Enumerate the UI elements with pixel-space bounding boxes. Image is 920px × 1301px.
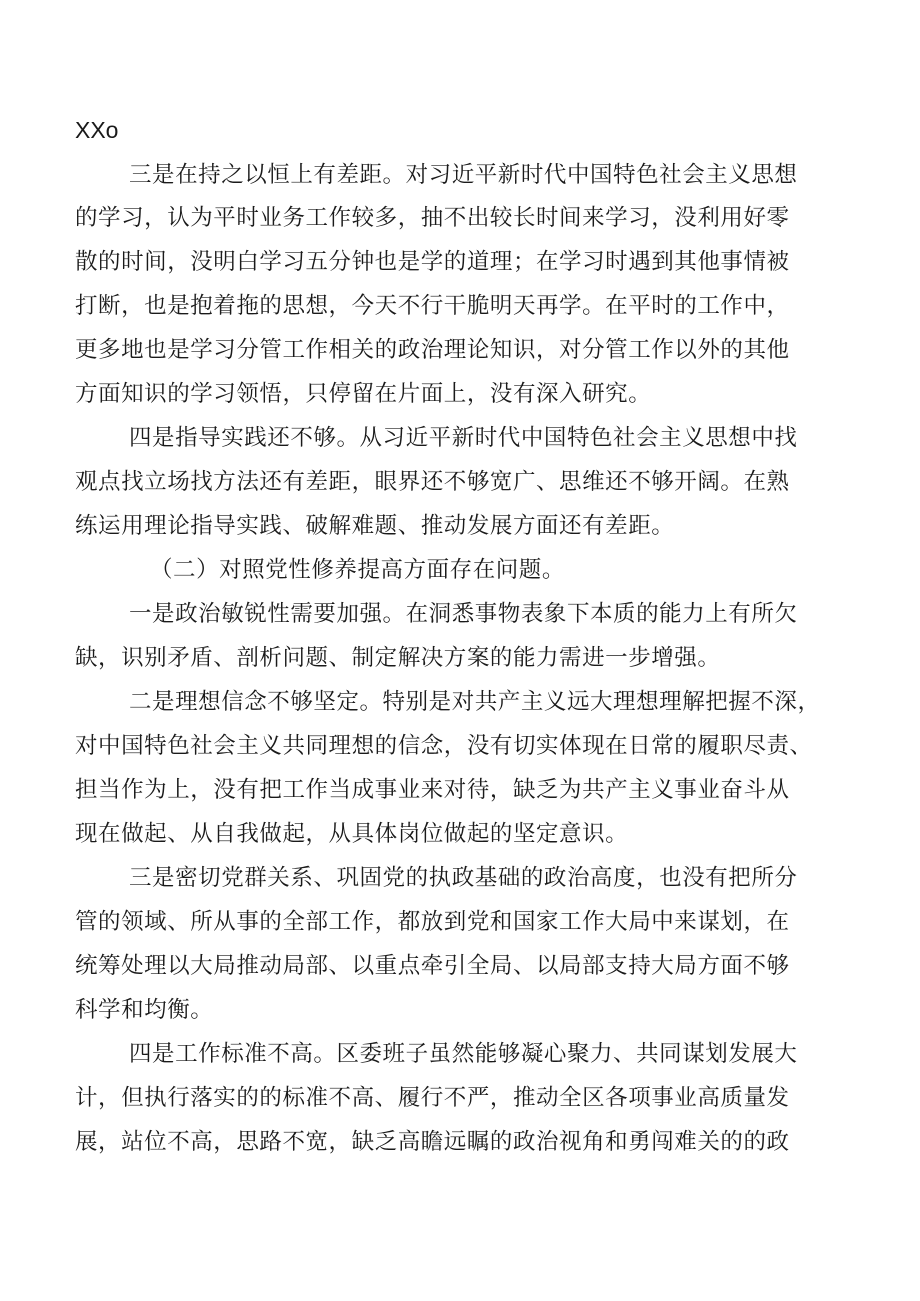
paragraph-1-line-4: 打断，也是抱着拖的思想，今天不行干脆明天再学。在平时的工作中，: [75, 293, 790, 319]
paragraph-1-line-5: 更多地也是学习分管工作相关的政治理论知识，对分管工作以外的其他: [75, 337, 790, 363]
paragraph-4-line-4: 现在做起、从自我做起，从具体岗位做起的坚定意识。: [75, 821, 629, 847]
paragraph-5-line-1: 三是密切党群关系、巩固党的执政基础的政治高度，也没有把所分: [129, 865, 798, 891]
paragraph-6-line-3: 展，站位不高，思路不宽，缺乏高瞻远瞩的政治视角和勇闯难关的的政: [75, 1129, 790, 1155]
paragraph-5-line-3: 统筹处理以大局推动局部、以重点牵引全局、以局部支持大局方面不够: [75, 953, 790, 979]
paragraph-1-line-2: 的学习，认为平时业务工作较多，抽不出较长时间来学习，没利用好零: [75, 205, 790, 231]
paragraph-4-line-2: 对中国特色社会主义共同理想的信念，没有切实体现在日常的履职尽责、: [75, 733, 813, 759]
paragraph-4-line-3: 担当作为上，没有把工作当成事业来对待，缺乏为共产主义事业奋斗从: [75, 777, 790, 803]
paragraph-3-line-2: 缺，识别矛盾、剖析问题、制定解决方案的能力需进一步增强。: [75, 645, 721, 671]
paragraph-2-line-1: 四是指导实践还不够。从习近平新时代中国特色社会主义思想中找: [129, 425, 798, 451]
paragraph-2-line-2: 观点找立场找方法还有差距，眼界还不够宽广、思维还不够开阔。在熟: [75, 469, 790, 495]
paragraph-5-line-4: 科学和均衡。: [75, 997, 214, 1023]
paragraph-4-line-1: 二是理想信念不够坚定。特别是对共产主义远大理想理解把握不深，: [129, 689, 821, 715]
paragraph-3-line-1: 一是政治敏锐性需要加强。在洞悉事物表象下本质的能力上有所欠: [129, 601, 798, 627]
paragraph-6-line-2: 计，但执行落实的的标准不高、履行不严，推动全区各项事业高质量发: [75, 1085, 790, 1111]
paragraph-1-line-6: 方面知识的学习领悟，只停留在片面上，没有深入研究。: [75, 381, 652, 407]
paragraph-1-line-3: 散的时间，没明白学习五分钟也是学的道理；在学习时遇到其他事情被: [75, 249, 790, 275]
paragraph-1-line-1: 三是在持之以恒上有差距。对习近平新时代中国特色社会主义思想: [129, 162, 798, 188]
paragraph-6-line-1: 四是工作标准不高。区委班子虽然能够凝心聚力、共同谋划发展大: [129, 1041, 798, 1067]
section-heading: （二）对照党性修养提高方面存在问题。: [150, 557, 565, 583]
continuation-text: XXo: [75, 117, 119, 143]
paragraph-2-line-3: 练运用理论指导实践、破解难题、推动发展方面还有差距。: [75, 513, 675, 539]
paragraph-5-line-2: 管的领域、所从事的全部工作，都放到党和国家工作大局中来谋划，在: [75, 909, 790, 935]
